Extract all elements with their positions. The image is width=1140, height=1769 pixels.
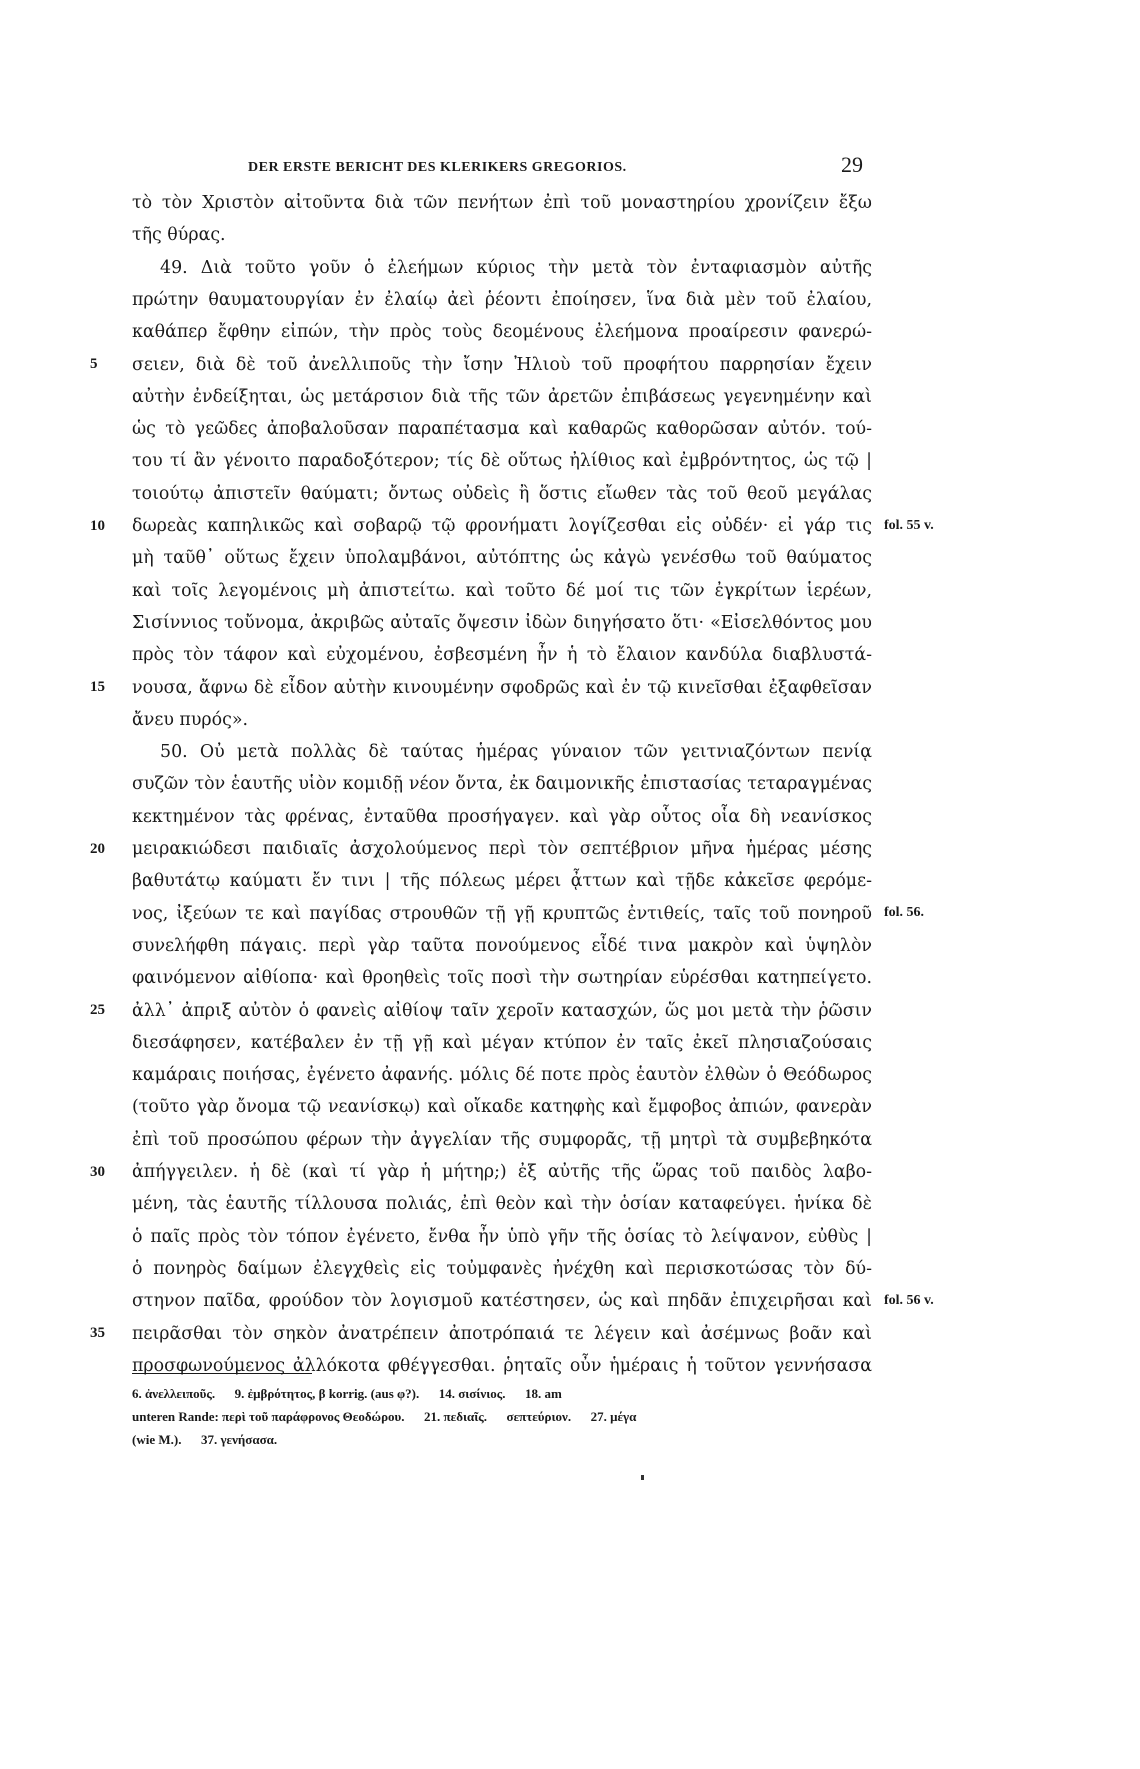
text-line-content: πρώτην θαυματουργίαν ἐν ἐλαίῳ ἀεὶ ῥέοντι ἐποίησεν, ἵνα διὰ μὲν τοῦ ἐλαίου, <box>132 289 872 310</box>
text-line <box>132 187 872 219</box>
text-line <box>132 219 872 251</box>
text-line-content: 49. Διὰ τοῦτο γοῦν ὁ ἐλεήμων κύριος τὴν μετὰ τὸν ἐνταφιασμὸν αὐτῆς <box>160 257 872 278</box>
text-line-content: δωρεὰς καπηλικῶς καὶ σοβαρῷ τῷ φρονήματι λογίζεσθαι εἰς οὐδέν· εἰ γάρ τις <box>132 516 872 536</box>
text-line-content: συνελήφθη πάγαις. περὶ γὰρ ταῦτα πονούμενος εἶδέ τινα μακρὸν καὶ ὑψηλὸν <box>132 935 872 956</box>
text-line <box>132 381 872 413</box>
text-line-content: πειρᾶσθαι τὸν σηκὸν ἀνατρέπειν ἀποτρόπαιά τε λέγειν καὶ ἀσέμνως βοᾶν καὶ <box>132 1323 872 1344</box>
text-line-content: κεκτημένον τὰς φρένας, ἐνταῦθα προσήγαγεν. καὶ γὰρ οὗτος οἷα δὴ νεανίσκος <box>132 806 872 827</box>
text-line-content: βαθυτάτῳ καύματι ἔν τινι | τῆς πόλεως μέρει ᾆττων καὶ τῇδε κἀκεῖσε φερόμε- <box>132 871 872 892</box>
text-line-content: σειεν, διὰ δὲ τοῦ ἀνελλιποῦς τὴν ἴσην Ἠλιοὺ τοῦ προφήτου παρρησίαν ἔχειν <box>132 354 872 375</box>
text-line-content: στηνον παῖδα, φρούδον τὸν λογισμοῦ κατέστησεν, ὡς καὶ πηδᾶν ἐπιχειρῆσαι καὶ <box>132 1291 872 1312</box>
text-line <box>132 833 872 865</box>
text-line-content: ἀπήγγειλεν. ἡ δὲ (καὶ τί γὰρ ἡ μήτηρ;) ἐξ αὐτῆς τῆς ὥρας τοῦ παιδὸς λαβο- <box>132 1162 872 1182</box>
folio-marker: fol. 56 v. <box>884 1292 934 1308</box>
text-line-content: μειρακιώδεσι παιδιαῖς ἀσχολούμενος περὶ τὸν σεπτέβριον μῆνα ἡμέρας μέσης <box>132 839 872 859</box>
text-line-content: ἄνευ πυρός». <box>132 709 249 730</box>
text-line-content: ἀλλ᾽ ἀπριξ αὐτὸν ὁ φανεὶς αἰθίοψ ταῖν χεροῖν κατασχών, ὥς μοι μετὰ τὴν ῥῶσιν <box>132 1000 872 1021</box>
text-line-content: φαινόμενον αἰθίοπα· καὶ θροηθεὶς τοῖς ποσὶ τὴν σωτηρίαν εὑρέσθαι κατηπείγετο. <box>132 968 872 989</box>
text-line-content: τὸ τὸν Χριστὸν αἰτοῦντα διὰ τῶν πενήτων ἐπὶ τοῦ μοναστηρίου χρονίζειν ἔξω <box>132 193 872 213</box>
text-line-content: πρὸς τὸν τάφον καὶ εὐχομένου, ἐσβεσμένη ἦν ἡ τὸ ἔλαιον κανδύλα διαβλυστά- <box>132 645 872 666</box>
text-line-content: 50. Οὐ μετὰ πολλὰς δὲ ταύτας ἡμέρας γύναιον τῶν γειτνιαζόντων πενίᾳ <box>160 742 872 763</box>
text-line-content: του τί ἂν γένοιτο παραδοξότερον; τίς δὲ οὕτως ἠλίθιος καὶ ἐμβρόντητος, ὡς τῷ | <box>132 451 872 472</box>
text-line <box>132 445 872 477</box>
text-line-content: μένη, τὰς ἑαυτῆς τίλλουσα πολιάς, ἐπὶ θεὸν καὶ τὴν ὁσίαν καταφεύγει. ἡνίκα δὲ <box>132 1194 872 1215</box>
text-line <box>132 349 872 381</box>
scan-speck <box>641 1475 644 1480</box>
text-line <box>132 930 872 962</box>
text-line-content: νουσα, ἄφνω δὲ εἶδον αὐτὴν κινουμένην σφοδρῶς καὶ ἐν τῷ κινεῖσθαι ἐξαφθεῖσαν <box>132 677 872 698</box>
text-line <box>132 575 872 607</box>
text-line-content: ὁ πονηρὸς δαίμων ἐλεγχθεὶς εἰς τοὐμφανὲς ἠνέχθη καὶ περισκοτώσας τὸν δύ- <box>132 1258 872 1279</box>
text-line-content: (τοῦτο γὰρ ὄνομα τῷ νεανίσκῳ) καὶ οἴκαδε κατηφὴς καὶ ἔμφοβος ἀπιών, φανερὰν <box>132 1097 872 1118</box>
text-line <box>132 736 872 768</box>
text-line-content: καὶ τοῖς λεγομένοις μὴ ἀπιστείτω. καὶ τοῦτο δέ μοί τις τῶν ἐγκρίτων ἱερέων, <box>132 580 872 601</box>
footnote-line: 6. ἀνελλειποῦς. 9. ἐμβρότητος, β korrig. (aus φ?). 14. σισίνιος. 18. am <box>132 1386 562 1401</box>
text-line-content: συζῶν τὸν ἑαυτῆς υἱὸν κομιδῇ νέον ὄντα, ἐκ δαιμονικῆς ἐπιστασίας τεταραγμένας <box>132 774 872 795</box>
text-line-content: ὁ παῖς πρὸς τὸν τόπον ἐγένετο, ἔνθα ἦν ὑπὸ γῆν τῆς ὁσίας τὸ λείψανον, εὐθὺς | <box>132 1226 872 1247</box>
line-number: 20 <box>90 840 105 857</box>
line-number: 25 <box>90 1002 105 1019</box>
line-number: 35 <box>90 1325 105 1342</box>
text-line-content: διεσάφησεν, κατέβαλεν ἐν τῇ γῇ καὶ μέγαν κτύπον ἐν ταῖς ἐκεῖ πλησιαζούσαις <box>132 1032 872 1053</box>
line-number: 30 <box>90 1163 105 1180</box>
text-line <box>132 413 872 445</box>
text-line-content: αὐτὴν ἐνδείξηται, ὡς μετάρσιον διὰ τῆς τῶν ἀρετῶν ἐπιβάσεως γεγενημένην καὶ <box>132 386 872 407</box>
text-line-content: ἐπὶ τοῦ προσώπου φέρων τὴν ἀγγελίαν τῆς συμφορᾶς, τῇ μητρὶ τὰ συμβεβηκότα <box>132 1129 872 1150</box>
line-number: 15 <box>90 679 105 696</box>
footnote-divider <box>132 1373 312 1374</box>
page-number: 29 <box>841 152 863 177</box>
text-line <box>132 672 872 704</box>
text-line-content: τῆς θύρας. <box>132 225 226 246</box>
text-line <box>132 1091 872 1123</box>
text-line <box>132 542 872 574</box>
text-line <box>132 1156 872 1188</box>
text-line <box>132 607 872 639</box>
footnote-line: unteren Rande: περὶ τοῦ παράφρονος Θεοδώρου. 21. πεδιαῖς. σεπτεύριον. 27. μέγα <box>132 1409 637 1424</box>
text-line <box>132 768 872 800</box>
text-line <box>132 1350 872 1382</box>
running-header-title: DER ERSTE BERICHT DES KLERIKERS GREGORIOS. <box>248 160 627 175</box>
text-line <box>132 252 872 284</box>
text-line <box>132 898 872 930</box>
text-line <box>132 995 872 1027</box>
text-line-content: τοιούτῳ ἀπιστεῖν θαύματι; ὄντως οὐδεὶς ἢ ὅστις εἴωθεν τὰς τοῦ θεοῦ μεγάλας <box>132 483 872 504</box>
folio-marker: fol. 55 v. <box>884 517 934 533</box>
folio-marker: fol. 56. <box>884 905 925 921</box>
text-line <box>132 1188 872 1220</box>
text-line-content: προσφωνούμενος ἀλλόκοτα φθέγγεσθαι. ῥηταῖς οὖν ἡμέραις ἡ τοῦτον γεννήσασα <box>132 1355 872 1376</box>
text-line-content: Σισίννιος τοὔνομα, ἀκριβῶς αὐταῖς ὄψεσιν ἰδὼν διηγήσατο ὅτι· «Εἰσελθόντος μου <box>132 612 872 633</box>
footnote-line: (wie M.). 37. γενήσασα. <box>132 1432 278 1447</box>
text-line-content: καμάραις ποιήσας, ἐγένετο ἀφανής. μόλις δέ ποτε πρὸς ἑαυτὸν ἐλθὼν ὁ Θεόδωρος <box>132 1065 872 1086</box>
text-line <box>132 704 872 736</box>
text-line <box>132 1027 872 1059</box>
text-line <box>132 1318 872 1350</box>
text-line <box>132 1059 872 1091</box>
text-line-content: καθάπερ ἔφθην εἰπών, τὴν πρὸς τοὺς δεομένους ἐλεήμονα προαίρεσιν φανερώ- <box>132 322 872 343</box>
text-line <box>132 284 872 316</box>
text-line-content: ὡς τὸ γεῶδες ἀποβαλοῦσαν παραπέτασμα καὶ καθαρῶς καθορῶσαν αὐτόν. τού- <box>132 419 872 440</box>
apparatus-footnotes <box>132 1382 872 1451</box>
text-line-content: μὴ ταῦθ᾽ οὕτως ἔχειν ὑπολαμβάνοι, αὐτόπτης ὡς κἀγὼ γενέσθω τοῦ θαύματος <box>132 548 872 569</box>
text-line <box>132 510 872 542</box>
text-line <box>132 1221 872 1253</box>
text-line-content: νος, ἰξεύων τε καὶ παγίδας στρουθῶν τῇ γῇ κρυπτῶς ἐντιθείς, ταῖς τοῦ πονηροῦ <box>132 903 872 924</box>
line-number: 10 <box>90 517 105 534</box>
line-number: 5 <box>90 356 98 373</box>
